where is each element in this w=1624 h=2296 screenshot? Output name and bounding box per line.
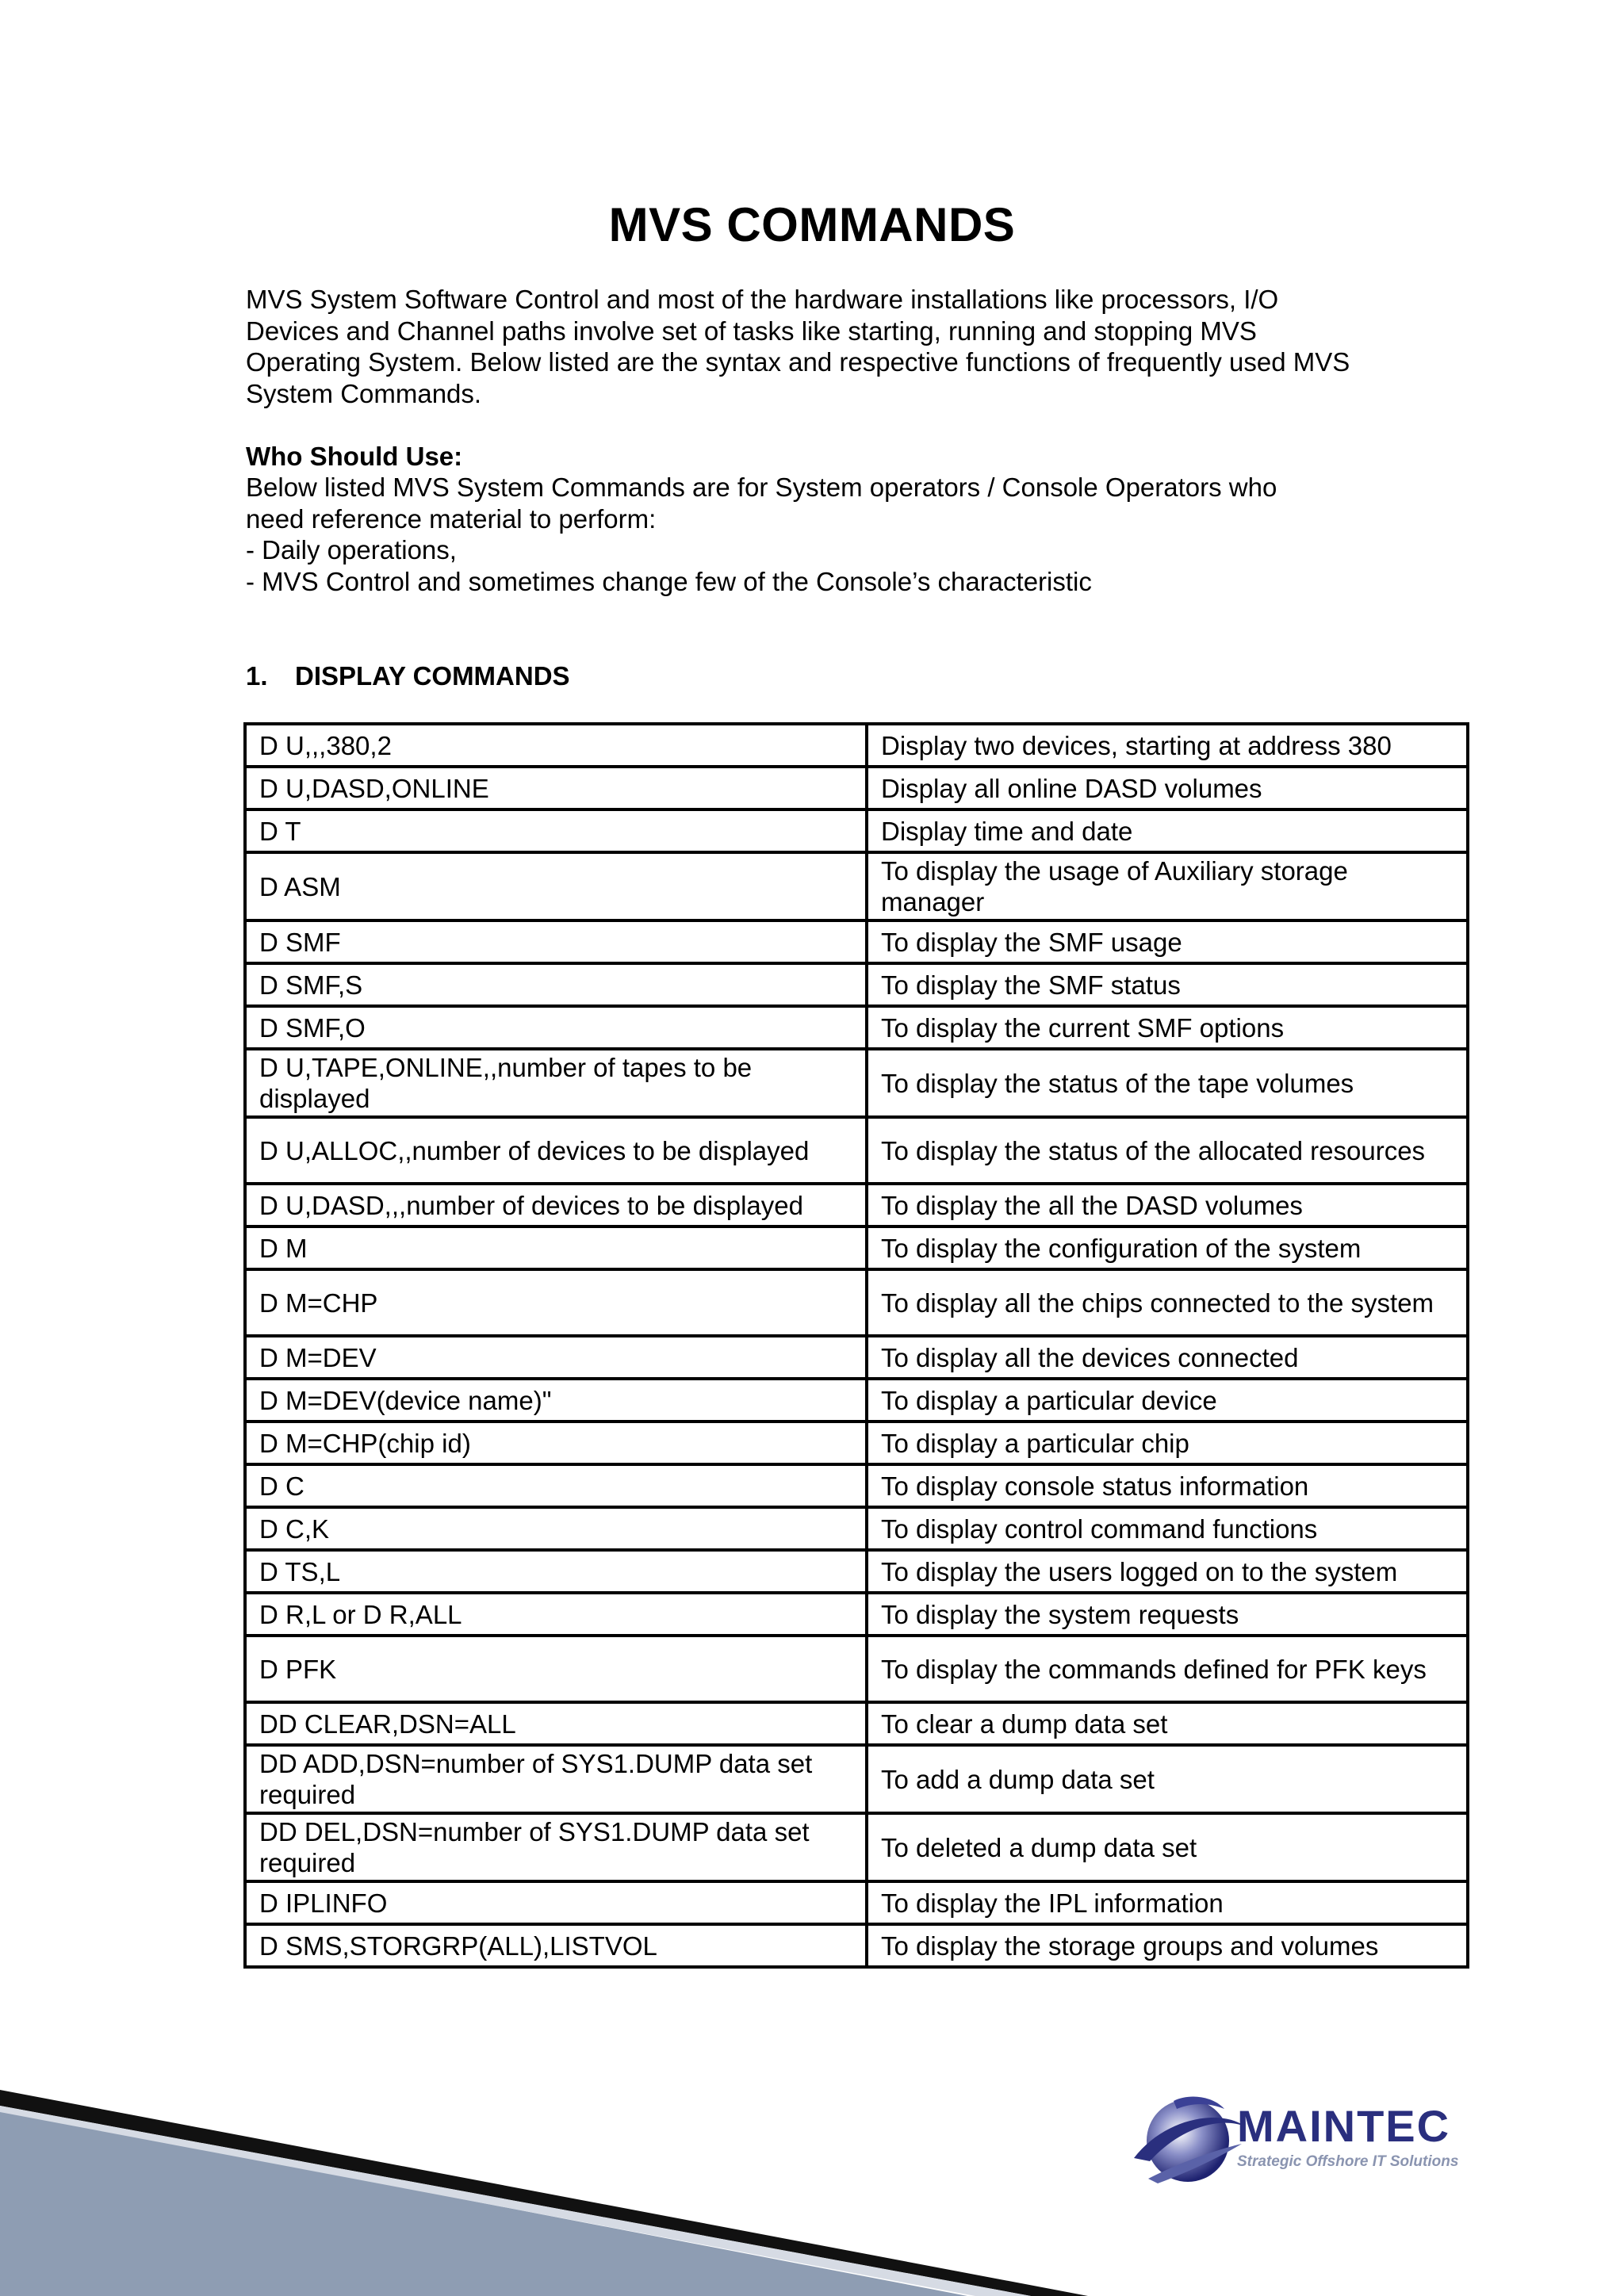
footer-light-edge xyxy=(0,2106,1031,2296)
description-cell: To clear a dump data set xyxy=(867,1702,1468,1745)
command-cell: D ASM xyxy=(245,852,867,920)
command-cell: D SMF,O xyxy=(245,1006,867,1049)
description-cell: To display the current SMF options xyxy=(867,1006,1468,1049)
table-row xyxy=(245,1336,1468,1379)
command-cell: D R,L or D R,ALL xyxy=(245,1593,867,1636)
who-should-use-body xyxy=(246,472,1372,597)
description-cell: To display the status of the allocated resources xyxy=(867,1117,1468,1184)
who-should-use-line: need reference material to perform: xyxy=(246,503,657,534)
table-row xyxy=(245,809,1468,852)
table-row xyxy=(245,852,1468,920)
table-row xyxy=(245,724,1468,767)
command-cell: DD CLEAR,DSN=ALL xyxy=(245,1702,867,1745)
footer-slate-band xyxy=(0,2110,967,2296)
command-cell: D PFK xyxy=(245,1636,867,1702)
section-title: DISPLAY COMMANDS xyxy=(295,661,570,691)
command-cell: D U,DASD,,,number of devices to be displayed xyxy=(245,1184,867,1226)
command-cell: D SMF xyxy=(245,920,867,963)
command-cell: D C,K xyxy=(245,1507,867,1550)
logo-name: MAINTEC xyxy=(1237,2101,1451,2151)
command-cell: D M=CHP xyxy=(245,1269,867,1336)
page-title: MVS COMMANDS xyxy=(608,198,1016,251)
command-cell: D M=DEV xyxy=(245,1336,867,1379)
table-row xyxy=(245,1006,1468,1049)
command-cell: D T xyxy=(245,809,867,852)
table-row xyxy=(245,1924,1468,1967)
table-row xyxy=(245,920,1468,963)
table-row xyxy=(245,1507,1468,1550)
section-number: 1. xyxy=(246,661,268,691)
table-row xyxy=(245,1813,1468,1881)
command-cell: D IPLINFO xyxy=(245,1881,867,1924)
description-cell: To display the IPL information xyxy=(867,1881,1468,1924)
table-row xyxy=(245,1117,1468,1184)
description-cell: Display two devices, starting at address 380 xyxy=(867,724,1468,767)
description-cell: To display the usage of Auxiliary storage manager xyxy=(867,852,1468,920)
table-row xyxy=(245,1745,1468,1813)
command-cell: D U,DASD,ONLINE xyxy=(245,767,867,809)
command-cell: DD DEL,DSN=number of SYS1.DUMP data set required xyxy=(245,1813,867,1881)
description-cell: To display the storage groups and volumes xyxy=(867,1924,1468,1967)
table-row xyxy=(245,963,1468,1006)
command-cell: D U,TAPE,ONLINE,,number of tapes to be displayed xyxy=(245,1049,867,1117)
commands-table xyxy=(243,722,1469,1969)
table-row xyxy=(245,1184,1468,1226)
description-cell: To display a particular chip xyxy=(867,1422,1468,1464)
table-row xyxy=(245,767,1468,809)
command-cell: D SMS,STORGRP(ALL),LISTVOL xyxy=(245,1924,867,1967)
description-cell: To display the status of the tape volumes xyxy=(867,1049,1468,1117)
description-cell: To display console status information xyxy=(867,1464,1468,1507)
command-cell: D C xyxy=(245,1464,867,1507)
table-row xyxy=(245,1636,1468,1702)
command-cell: D M=CHP(chip id) xyxy=(245,1422,867,1464)
table-row xyxy=(245,1702,1468,1745)
table-row xyxy=(245,1379,1468,1422)
table-row xyxy=(245,1464,1468,1507)
description-cell: To display all the devices connected xyxy=(867,1336,1468,1379)
description-cell: To display all the chips connected to the system xyxy=(867,1269,1468,1336)
command-cell: D U,,,380,2 xyxy=(245,724,867,767)
command-cell: D SMF,S xyxy=(245,963,867,1006)
description-cell: To display a particular device xyxy=(867,1379,1468,1422)
who-should-use-line: - MVS Control and sometimes change few of the Console’s characteristic xyxy=(246,566,1092,596)
description-cell: To display the SMF usage xyxy=(867,920,1468,963)
command-cell: D M=DEV(device name)" xyxy=(245,1379,867,1422)
command-cell: D U,ALLOC,,number of devices to be displayed xyxy=(245,1117,867,1184)
description-cell: To display the users logged on to the system xyxy=(867,1550,1468,1593)
intro-paragraph: MVS System Software Control and most of the hardware installations like processors, I/O Devices and Channel paths involve set of tasks like starting, running and stopping MVS Operating System. Below listed are the syntax and respective functions of frequently used MVS System Commands. xyxy=(246,285,1350,408)
command-cell: D M xyxy=(245,1226,867,1269)
description-cell: To display the commands defined for PFK keys xyxy=(867,1636,1468,1702)
description-cell: To display the SMF status xyxy=(867,963,1468,1006)
description-cell: To display the configuration of the system xyxy=(867,1226,1468,1269)
command-cell: D TS,L xyxy=(245,1550,867,1593)
table-row xyxy=(245,1422,1468,1464)
description-cell: To display control command functions xyxy=(867,1507,1468,1550)
who-should-use-line: Below listed MVS System Commands are for System operators / Console Operators who xyxy=(246,473,1277,502)
description-cell: Display time and date xyxy=(867,809,1468,852)
who-should-use-line: - Daily operations, xyxy=(246,535,457,564)
table-row xyxy=(245,1226,1468,1269)
logo-tagline: Strategic Offshore IT Solutions xyxy=(1237,2153,1459,2170)
description-cell: To display the system requests xyxy=(867,1593,1468,1636)
table-row xyxy=(245,1593,1468,1636)
table-row xyxy=(245,1049,1468,1117)
footer-dark-stripe xyxy=(0,2090,1088,2296)
table-row xyxy=(245,1881,1468,1924)
who-should-use-heading: Who Should Use: xyxy=(246,442,463,471)
description-cell: To deleted a dump data set xyxy=(867,1813,1468,1881)
table-row xyxy=(245,1550,1468,1593)
description-cell: Display all online DASD volumes xyxy=(867,767,1468,809)
description-cell: To add a dump data set xyxy=(867,1745,1468,1813)
command-cell: DD ADD,DSN=number of SYS1.DUMP data set required xyxy=(245,1745,867,1813)
table-row xyxy=(245,1269,1468,1336)
description-cell: To display the all the DASD volumes xyxy=(867,1184,1468,1226)
section-heading xyxy=(246,660,570,692)
